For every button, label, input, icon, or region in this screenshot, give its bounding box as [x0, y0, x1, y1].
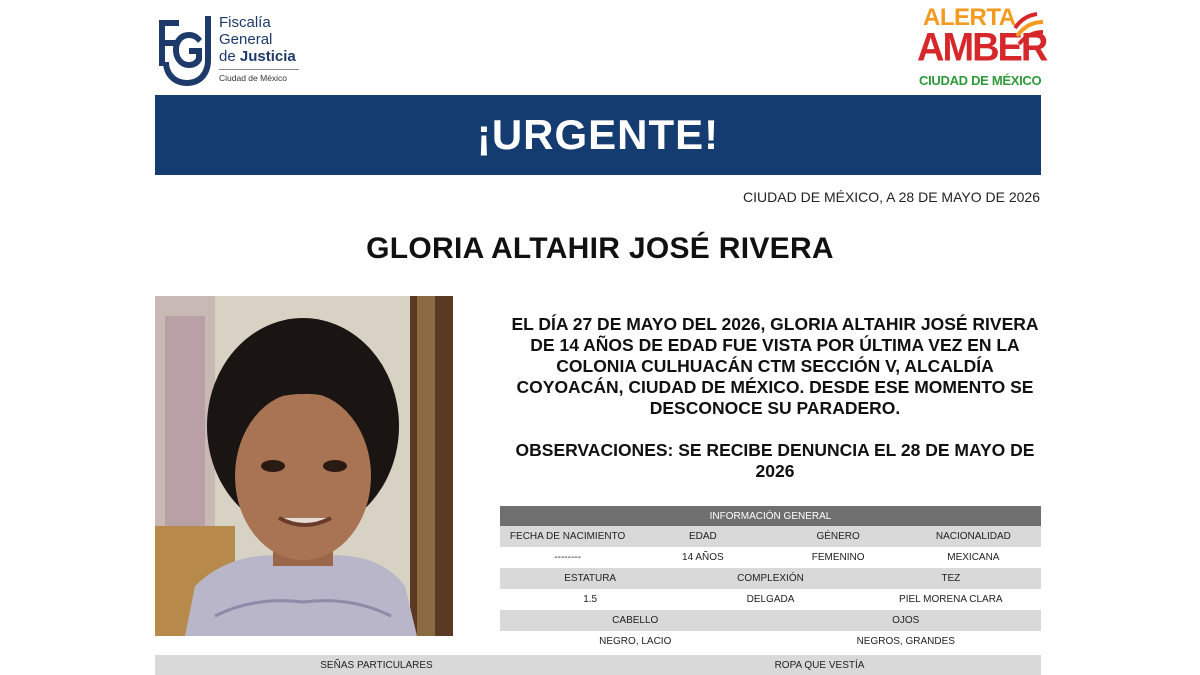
alert-line2: AMBER [917, 25, 1047, 71]
fgj-emblem-icon [155, 10, 213, 88]
table-row [500, 610, 1041, 631]
label-build: COMPLEXIÓN [737, 573, 804, 584]
label-nationality: NACIONALIDAD [935, 531, 1011, 542]
general-info-table [500, 506, 1041, 652]
bottom-row [155, 655, 1041, 675]
label-gender: GÉNERO [816, 531, 860, 542]
table-row [500, 526, 1041, 547]
value-height: 1.5 [583, 594, 598, 605]
label-age: EDAD [688, 531, 717, 542]
amber-alert-logo [915, 4, 1045, 90]
observations-text: OBSERVACIONES: SE RECIBE DENUNCIA EL 28 DE MAYO DE 2026 [515, 440, 1035, 481]
table-row [500, 589, 1041, 610]
value-eyes: NEGROS, GRANDES [856, 636, 955, 647]
value-age: 14 AÑOS [682, 552, 724, 563]
table-row [500, 547, 1041, 568]
alert-line1: ALERTA [923, 4, 1016, 31]
label-clothing: ROPA QUE VESTÍA [774, 659, 865, 671]
person-name: GLORIA ALTAHIR JOSÉ RIVERA [366, 232, 834, 265]
org-line3: de Justicia [219, 48, 296, 65]
table-title: INFORMACIÓN GENERAL [709, 510, 832, 522]
fgj-logo [155, 8, 315, 90]
table-row [500, 631, 1041, 652]
divider [219, 69, 299, 70]
value-complexion: PIEL MORENA CLARA [899, 594, 1003, 605]
org-city: Ciudad de México [219, 73, 288, 83]
org-line2: General [219, 31, 273, 48]
label-distinguishing-marks: SEÑAS PARTICULARES [320, 659, 433, 671]
missing-person-photo [155, 296, 453, 636]
value-gender: FEMENINO [811, 552, 865, 563]
org-line1: Fiscalía [219, 14, 271, 31]
alert-line3: CIUDAD DE MÉXICO [919, 73, 1042, 88]
table-row [500, 568, 1041, 589]
signal-waves-icon [1011, 6, 1045, 46]
value-build: DELGADA [746, 594, 795, 605]
value-hair: NEGRO, LACIO [599, 636, 672, 647]
banner-title: ¡URGENTE! [476, 111, 720, 158]
table-header [500, 506, 1041, 526]
label-birthdate: FECHA DE NACIMIENTO [509, 531, 626, 542]
fgj-text [219, 14, 299, 83]
date-line: CIUDAD DE MÉXICO, A 28 DE MAYO DE 2026 [743, 189, 1040, 205]
value-birthdate: -------- [554, 552, 581, 563]
label-complexion: TEZ [941, 573, 961, 584]
label-height: ESTATURA [564, 573, 617, 584]
label-eyes: OJOS [892, 615, 920, 626]
urgent-banner [155, 95, 1041, 175]
value-nationality: MEXICANA [947, 552, 1000, 563]
description-text: EL DÍA 27 DE MAYO DEL 2026, GLORIA ALTAHIR JOSÉ RIVERA DE 14 AÑOS DE EDAD FUE VISTA POR ÚLTIMA VEZ EN LA COLONIA CULHUACÁN CTM SECCIÓN V, ALCALDÍA COYOACÁN, CIUDAD DE MÉXICO. DESDE ESE MOMENTO SE DESCONOCE SU PARADERO. [511, 314, 1039, 418]
label-hair: CABELLO [612, 615, 659, 626]
